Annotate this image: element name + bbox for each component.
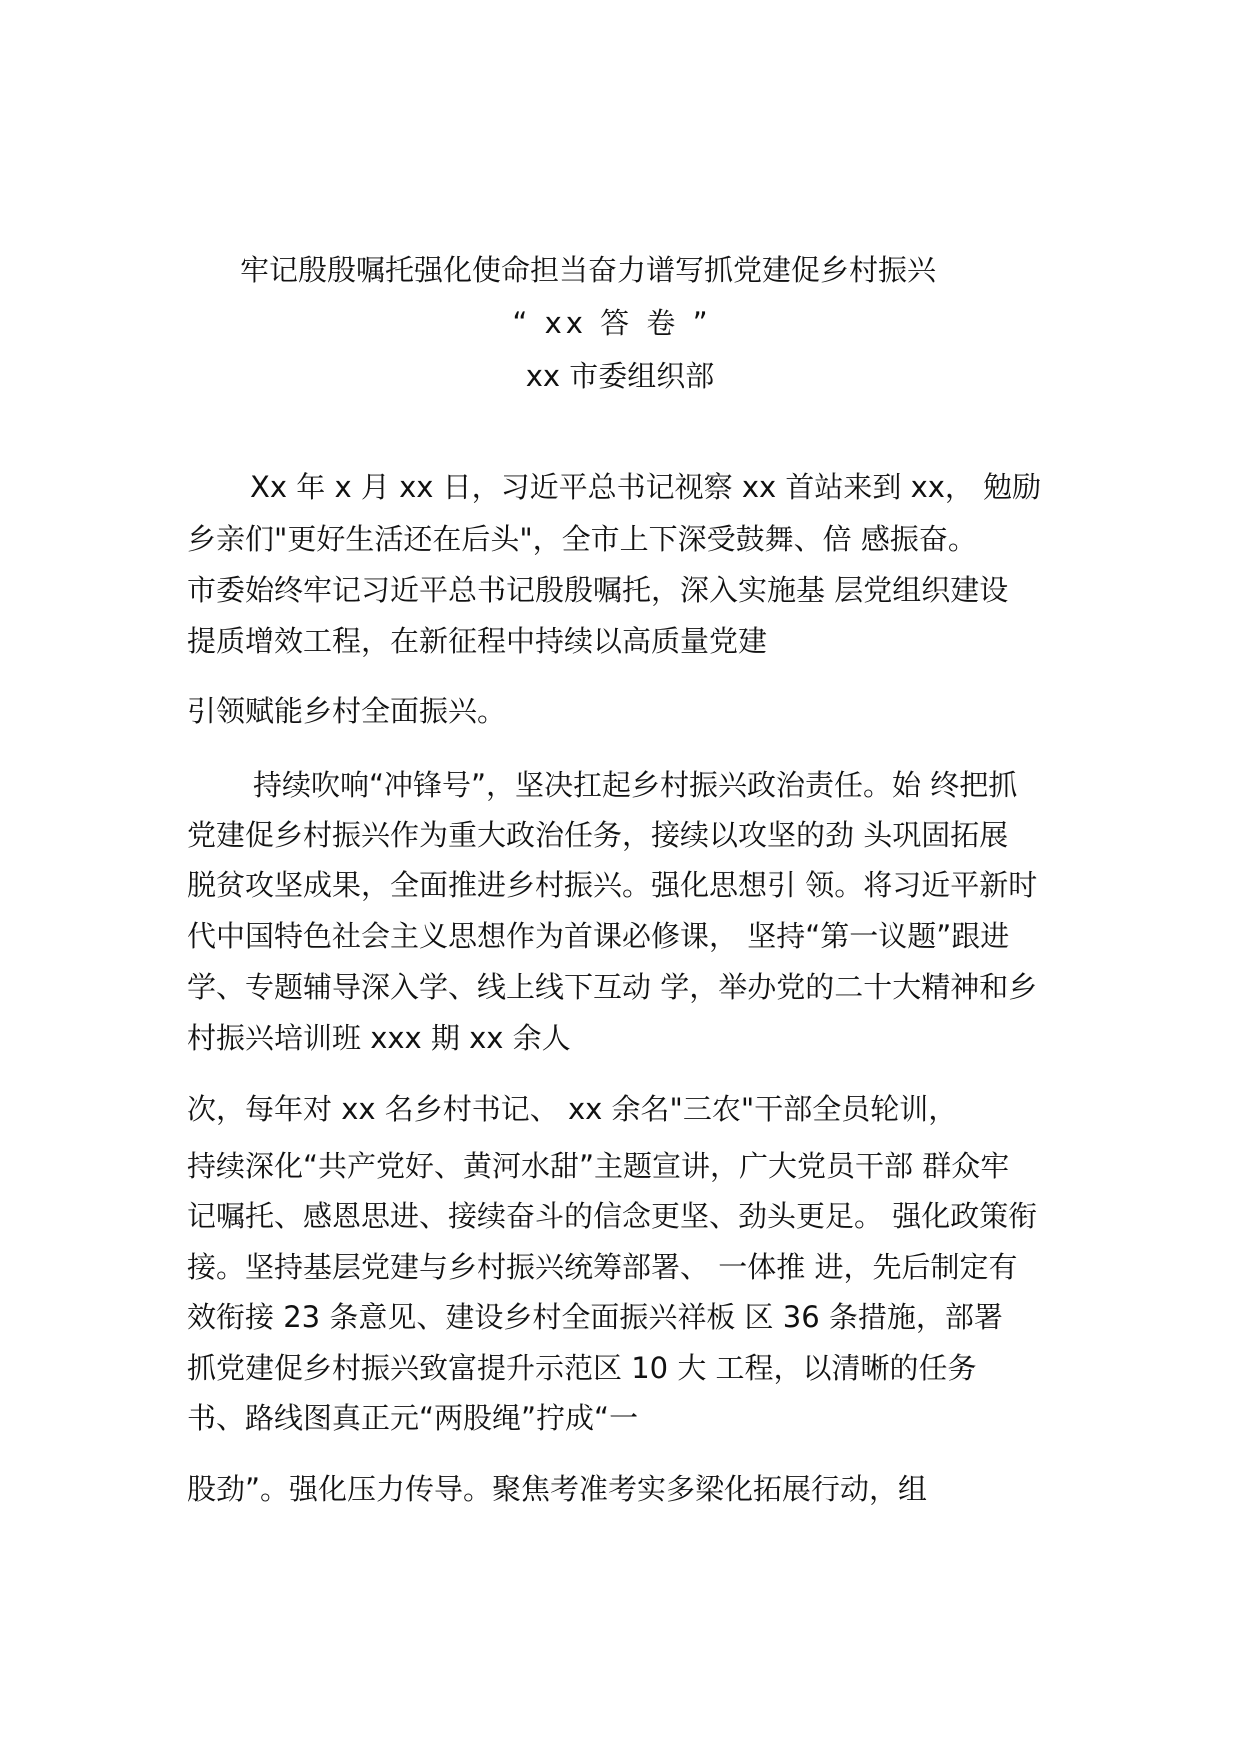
paragraph2-line: 次，每年对 xx 名乡村书记、 xx 余名"三农"干部全员轮训， [187,1092,958,1126]
paragraph1-line: 市委始终牢记习近平总书记殷殷嘱托，深入实施基 层党组织建设 [187,573,1009,607]
paragraph2-line: 村振兴培训班 xxx 期 xx 余人 [187,1021,571,1055]
paragraph2-line: 持续深化“共产党好、黄河水甜”主题宣讲，广大党员干部 群众牢 [187,1149,1010,1183]
paragraph2-line: 接。坚持基层党建与乡村振兴统筹部署、 一体推 进，先后制定有 [187,1250,1018,1284]
paragraph2-line: 记嘱托、感恩思进、接续奋斗的信念更坚、劲头更足。 强化政策衔 [187,1199,1038,1233]
paragraph2-line: 学、专题辅导深入学、线上线下互动 学，举办党的二十大精神和乡 [187,970,1038,1004]
document-title: 牢记殷殷嘱托强化使命担当奋力谱写抓党建促乡村振兴 [239,253,936,287]
paragraph2-line: 书、路线图真正元“两股绳”拧成“一 [187,1401,639,1435]
paragraph1-line: Xx 年 x 月 xx 日，习近平总书记视察 xx 首站来到 xx， 勉励 [250,470,1042,504]
paragraph2-line: 持续吹响“冲锋号”，坚决扛起乡村振兴政治责任。始 终把抓 [253,768,1018,802]
paragraph1-line: 提质增效工程，在新征程中持续以高质量党建 [187,624,768,658]
paragraph2-line: 效衔接 23 条意见、建设乡村全面振兴祥板 区 36 条措施，部署 [187,1300,1003,1334]
paragraph2-line: 党建促乡村振兴作为重大政治任务，接续以攻坚的劲 头巩固拓展 [187,818,1009,852]
paragraph2-line: 代中国特色社会主义思想作为首课必修课， 坚持“第一议题”跟进 [187,919,1010,953]
document-author: xx 市委组织部 [525,359,715,393]
paragraph1-line: 引领赋能乡村全面振兴。 [187,694,507,728]
paragraph2-line: 脱贫攻坚成果，全面推进乡村振兴。强化思想引 领。将习近平新时 [187,868,1038,902]
paragraph1-line: 乡亲们"更好生活还在后头"，全市上下深受鼓舞、倍 感振奋。 [187,522,977,556]
paragraph2-line: 股劲”。强化压力传导。聚焦考准考实多梁化拓展行动，组 [187,1472,928,1506]
paragraph2-line: 抓党建促乡村振兴致富提升示范区 10 大 工程，以清晰的任务 [187,1351,977,1385]
document-subtitle: “ xx 答 卷 ” [512,306,712,340]
